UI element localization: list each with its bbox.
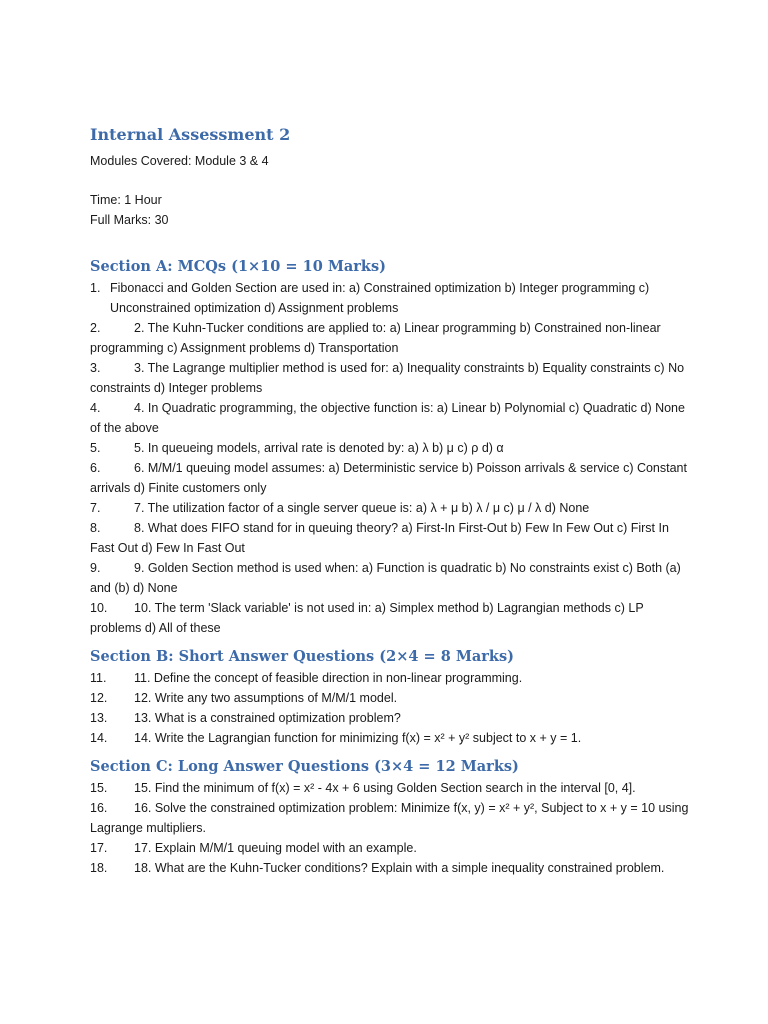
question-number: 15. bbox=[90, 781, 108, 795]
section-a-heading: Section A: MCQs (1×10 = 10 Marks) bbox=[90, 258, 386, 275]
question-7 bbox=[90, 498, 690, 518]
question-text: 16. Solve the constrained optimization problem: Minimize f(x, y) = x² + y², Subject to x + y = 10 using Lagrange multipliers. bbox=[90, 801, 689, 835]
question-text: 14. Write the Lagrangian function for minimizing f(x) = x² + y² subject to x + y = 1. bbox=[134, 731, 582, 745]
question-text: 7. The utilization factor of a single server queue is: a) λ + μ b) λ / μ c) μ / λ d) None bbox=[134, 501, 590, 515]
question-10 bbox=[90, 598, 690, 638]
question-15 bbox=[90, 778, 690, 798]
question-number: 14. bbox=[90, 731, 108, 745]
question-8 bbox=[90, 518, 690, 558]
question-4 bbox=[90, 398, 690, 438]
question-9 bbox=[90, 558, 690, 598]
question-number: 3. bbox=[90, 361, 101, 375]
question-text: 10. The term 'Slack variable' is not used in: a) Simplex method b) Lagrangian methods c) LP problems d) All of these bbox=[90, 601, 644, 635]
question-number: 13. bbox=[90, 711, 108, 725]
question-number: 2. bbox=[90, 321, 101, 335]
question-17 bbox=[90, 838, 690, 858]
time-info: Time: 1 Hour bbox=[90, 193, 162, 207]
spacer bbox=[90, 230, 690, 250]
question-13 bbox=[90, 708, 690, 728]
question-text: 2. The Kuhn-Tucker conditions are applied to: a) Linear programming b) Constrained non-linear programming c) Assignment problems d) Transportation bbox=[90, 321, 661, 355]
question-number: 16. bbox=[90, 801, 108, 815]
question-number: 17. bbox=[90, 841, 108, 855]
question-11 bbox=[90, 668, 690, 688]
question-text: 11. Define the concept of feasible direction in non-linear programming. bbox=[134, 671, 523, 685]
question-text: 5. In queueing models, arrival rate is denoted by: a) λ b) μ c) ρ d) α bbox=[134, 441, 504, 455]
document-page bbox=[90, 124, 690, 878]
question-14 bbox=[90, 728, 690, 748]
question-number: 10. bbox=[90, 601, 108, 615]
question-16 bbox=[90, 798, 690, 838]
section-b-heading: Section B: Short Answer Questions (2×4 = 8 Marks) bbox=[90, 648, 514, 665]
question-6 bbox=[90, 458, 690, 498]
question-text: 12. Write any two assumptions of M/M/1 model. bbox=[134, 691, 398, 705]
section-c-heading: Section C: Long Answer Questions (3×4 = 12 Marks) bbox=[90, 758, 519, 775]
question-text: 4. In Quadratic programming, the objective function is: a) Linear b) Polynomial c) Quadratic d) None of the above bbox=[90, 401, 685, 435]
question-text: 6. M/M/1 queuing model assumes: a) Deterministic service b) Poisson arrivals & service c) Constant arrivals d) Finite customers only bbox=[90, 461, 687, 495]
question-text: 9. Golden Section method is used when: a) Function is quadratic b) No constraints exist c) Both (a) and (b) d) None bbox=[90, 561, 681, 595]
question-text: 15. Find the minimum of f(x) = x² - 4x + 6 using Golden Section search in the interval [0, 4]. bbox=[134, 781, 636, 795]
section-b bbox=[90, 646, 690, 748]
question-number: 11. bbox=[90, 671, 107, 685]
question-number: 12. bbox=[90, 691, 108, 705]
question-text: Fibonacci and Golden Section are used in: a) Constrained optimization b) Integer programming c) Unconstrained optimization d) Assignment problems bbox=[110, 281, 650, 315]
question-number: 4. bbox=[90, 401, 101, 415]
question-number: 9. bbox=[90, 561, 101, 575]
question-2 bbox=[90, 318, 690, 358]
question-number: 18. bbox=[90, 861, 108, 875]
modules-covered: Modules Covered: Module 3 & 4 bbox=[90, 154, 269, 168]
question-number: 8. bbox=[90, 521, 101, 535]
question-number: 1. bbox=[90, 281, 101, 295]
full-marks: Full Marks: 30 bbox=[90, 213, 169, 227]
question-3 bbox=[90, 358, 690, 398]
question-number: 6. bbox=[90, 461, 101, 475]
question-5 bbox=[90, 438, 690, 458]
question-12 bbox=[90, 688, 690, 708]
page-title: Internal Assessment 2 bbox=[90, 125, 291, 144]
question-text: 13. What is a constrained optimization problem? bbox=[134, 711, 401, 725]
question-text: 18. What are the Kuhn-Tucker conditions? Explain with a simple inequality constrained problem. bbox=[134, 861, 665, 875]
section-c bbox=[90, 756, 690, 878]
question-1 bbox=[90, 278, 690, 318]
question-text: 8. What does FIFO stand for in queuing theory? a) First-In First-Out b) Few In Few Out c) First In Fast Out d) Few In Fast Out bbox=[90, 521, 669, 555]
question-number: 5. bbox=[90, 441, 101, 455]
question-text: 3. The Lagrange multiplier method is used for: a) Inequality constraints b) Equality constraints c) No constraints d) Integer problems bbox=[90, 361, 685, 395]
question-18 bbox=[90, 858, 690, 878]
question-text: 17. Explain M/M/1 queuing model with an example. bbox=[134, 841, 417, 855]
section-a bbox=[90, 256, 690, 638]
spacer bbox=[90, 171, 690, 190]
question-number: 7. bbox=[90, 501, 101, 515]
